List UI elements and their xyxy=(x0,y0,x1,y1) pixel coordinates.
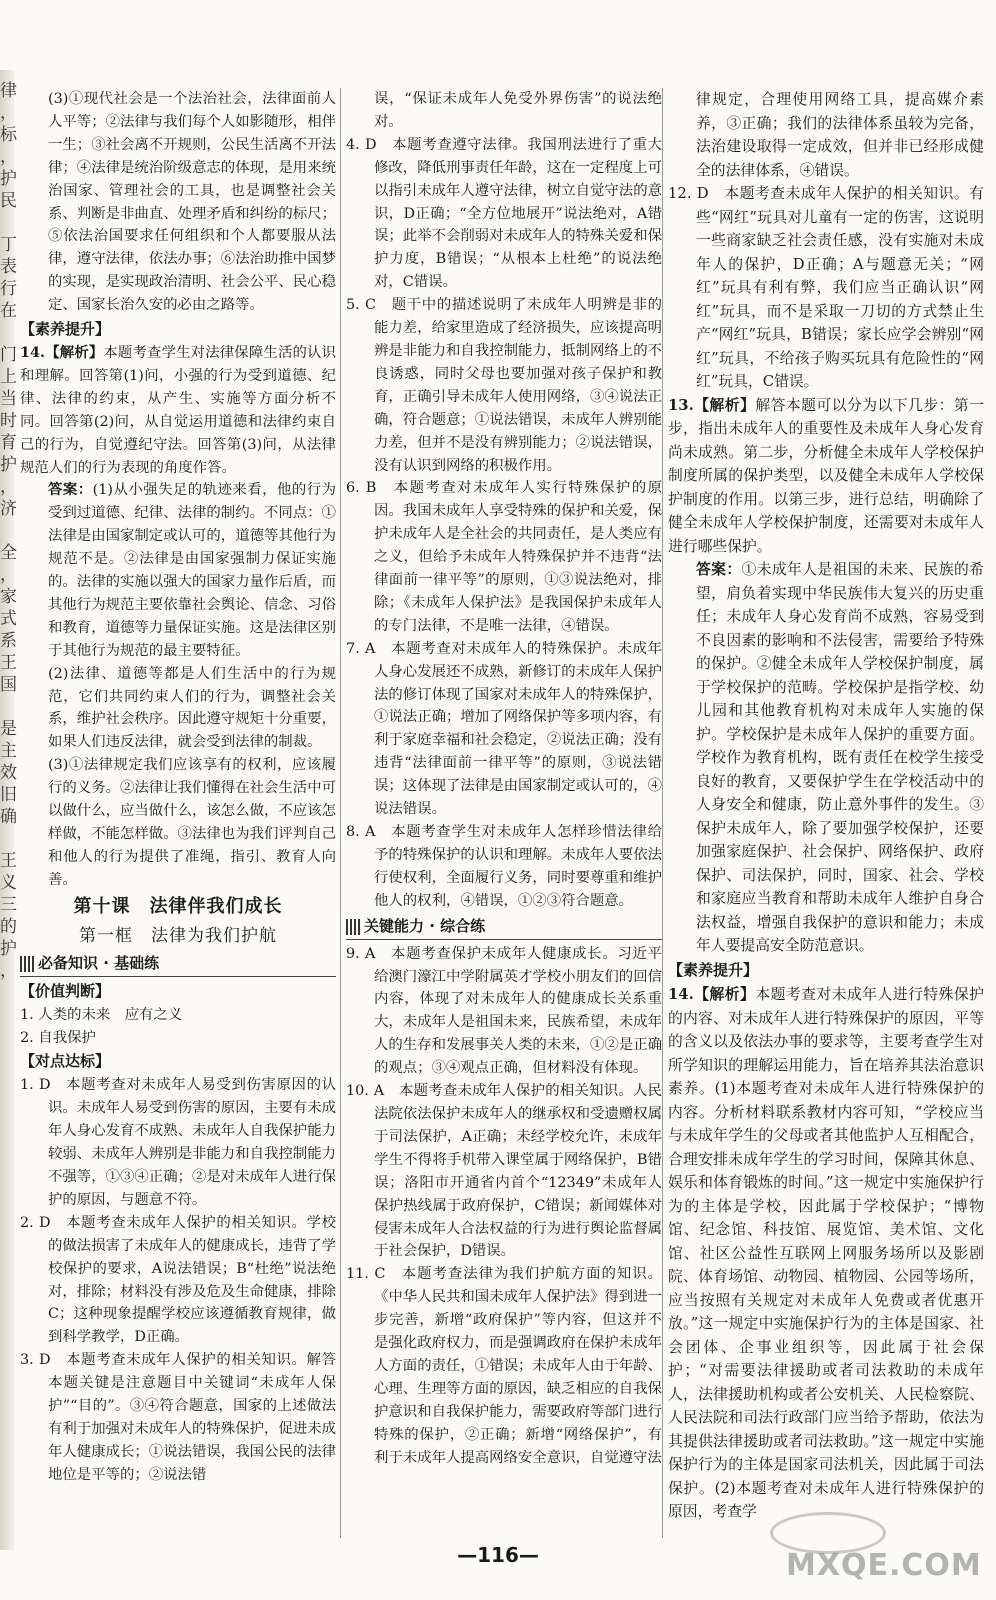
analysis-tag: 【解析】 xyxy=(693,986,756,1003)
answer xyxy=(20,479,336,662)
stripes-icon xyxy=(20,956,34,972)
column-left xyxy=(20,88,336,1487)
answer-item: 4. D 本题考查遵守法律。我国刑法进行了重大修改，降低刑事责任年龄，这在一定程度上可以指引未成年人遵守法律，树立自觉守法的意识，D正确；“全方位地展开”说法绝对，A错误；此举不会削弱对未成年人的特殊关爱和保护力度，B错误；“从根本上杜绝”的说法绝对，C错误。 xyxy=(346,136,662,291)
continued-text: 律规定，合理使用网络工具，提高媒介素养，③正确；我们的法律体系虽较为完备，法治建设取得一定成效，但并非已经形成健全的法律体系，④错误。 xyxy=(696,91,984,179)
edge-char: 丁 xyxy=(0,235,17,255)
edge-char: 旧 xyxy=(0,785,17,805)
edge-char: 是 xyxy=(0,719,17,739)
section-bar-label: 关键能力 · 综合练 xyxy=(364,917,486,936)
edge-char: ， xyxy=(0,565,17,585)
answer-item: 12. D 本题考查未成年人保护的相关知识。有些“网红”玩具对儿童有一定的伤害，这说明一些商家缺乏社会责任感，没有实施对未成年人的保护，D正确；A与题意无关；“网红”玩具有利有弊，我们应当正确认识“网红”玩具，而不是采取一刀切的方式禁止生产“网红”玩具，B错误；家长应学会辨别“网红”玩具，不给孩子购买玩具有危险性的“网红”玩具，C错误。 xyxy=(668,185,984,390)
edge-char: 国 xyxy=(0,675,17,695)
edge-char: 上 xyxy=(0,367,17,387)
edge-char xyxy=(0,696,12,718)
edge-text-strip xyxy=(0,80,17,1180)
watermark-text: MXQE.COM xyxy=(786,1548,982,1583)
analysis-tag: 【解析】 xyxy=(693,396,756,414)
answer-item: 1. D 本题考查对未成年人易受到伤害原因的认识。未成年人易受到伤害的原因，主要有未成年人身心发育不成熟、未成年人自我保护能力较弱、未成年人辨别是非能力和自我控制能力不强等，①③④正确；②是对未成年人进行保护的原因，与题意不符。 xyxy=(20,1077,336,1208)
column-middle xyxy=(346,88,662,1469)
question-number: 14. xyxy=(20,343,46,361)
edge-char xyxy=(0,828,12,850)
question-13-analysis xyxy=(668,394,984,559)
section-heading: 【素养提升】 xyxy=(20,320,111,339)
analysis-text: 本题考查学生对法律保障生活的认识和理解。回答第(1)问，小强的行为受到道德、纪律、法律的约束，从产生、实施等方面分析不同。回答第(2)问，从自觉运用道德和法律约束自己的行为，自觉遵纪守法。回答第(3)问，从法律规范人们的行为表现的角度作答。 xyxy=(20,344,336,476)
edge-char: 义 xyxy=(0,873,17,893)
edge-char: 济 xyxy=(0,499,17,519)
edge-char: 确 xyxy=(0,807,17,827)
watermark-logo xyxy=(766,1534,986,1588)
edge-char: 育 xyxy=(0,433,17,453)
question-14-analysis xyxy=(20,342,336,479)
question-number: 13. xyxy=(668,396,694,414)
edge-char: 三 xyxy=(0,895,17,915)
answer-item: 2. D 本题考查未成年人保护的相关知识。学校的做法损害了未成年人的健康成长，违背了学校保护的要求，A说法错误；B“杜绝”说法绝对，排除；材料没有涉及危及生命健康，排除C；这种现象提醒学校应该遵循教育规律，做到科学教学，D正确。 xyxy=(20,1214,336,1346)
edge-char: 效 xyxy=(0,763,17,783)
edge-char: 全 xyxy=(0,543,17,563)
edge-char: 王 xyxy=(0,851,17,871)
question-number: 14. xyxy=(668,986,694,1003)
section-bar-label: 必备知识 · 基础练 xyxy=(38,954,160,973)
value-answer: 1. 人类的未来 应有之义 xyxy=(20,1006,183,1023)
edge-char: 王 xyxy=(0,653,17,673)
section-bar xyxy=(20,952,336,977)
column-right xyxy=(668,88,984,1524)
lesson-title: 第十课 法律伴我们成长 xyxy=(73,895,283,917)
edge-char: 门 xyxy=(0,345,17,365)
answer xyxy=(668,558,984,958)
answer-item: 6. B 本题考查对未成年人实行特殊保护的原因。我国未成年人享受特殊的保护和关爱，保护未成年人是全社会的共同责任，是人类应有之义，但给予未成年人特殊保护并不违背“法律面前一律平等”的原则，①③说法绝对，排除；《未成年人保护法》是我国保护未成年人的专门法律，不是唯一法律，④错误。 xyxy=(346,480,662,634)
edge-char: 民 xyxy=(0,191,17,211)
edge-char: ， xyxy=(0,103,17,123)
answer-item: 11. C 本题考查法律为我们护航方面的知识。《中华人民共和国未成年人保护法》得到进一步完善，新增“政府保护”等内容，但这并不是强化政府权力，而是强调政府在保护未成年人方面的责任，①错误；未成年人由于年龄、心理、生理等方面的原因，缺乏相应的自我保护意识和自我保护能力，需要政府等部门进行特殊的保护，②正确；新增“网络保护”，有利于未成年人提高网络安全意识，自觉遵守法 xyxy=(346,1266,662,1466)
edge-char: 时 xyxy=(0,411,17,431)
answer-part: (3)①法律规定我们应该享有的权利，应该履行的义务。②法律让我们懂得在社会生活中可以做什么，应当做什么，该怎么做，不应该怎样做，不能怎样做。③法律也为我们评判自己和他人的行为提供了准绳，指引、教育人向善。 xyxy=(48,757,336,888)
edge-char: 标 xyxy=(0,125,17,145)
edge-char: 护 xyxy=(0,939,17,959)
answer-text: ①未成年人是祖国的未来、民族的希望，肩负着实现中华民族伟大复兴的历史重任；未成年人身心发育尚不成熟，容易受到不良因素的影响和不法侵害，需要给予特殊的保护。②健全未成年人学校保护制度，属于学校保护的范畴。学校保护是指学校、幼儿园和其他教育机构对未成年人实施的保护。学校保护是未成年人保护的重要方面。学校作为教育机构，既有责任在校学生接受良好的教育，又要保护学生在学校活动中的人身安全和健康，防止意外事件的发生。③保护未成年人，除了要加强学校保护，还要加强家庭保护、社会保护、网络保护、政府保护、司法保护，同时，国家、社会、学校和家庭应当教育和帮助未成年人维护自身合法权益，增强自我保护的意识和能力；未成年人要提高安全防范意识。 xyxy=(696,561,984,954)
answer-tag: 答案： xyxy=(696,561,742,578)
answer-part: (2)法律、道德等都是人们生活中的行为规范，它们共同约束人们的行为，调整社会关系，维护社会秩序。因此遵守规矩十分重要，如果人们违反法律，就会受到法律的制裁。 xyxy=(48,665,336,751)
edge-char xyxy=(0,520,12,542)
answer-item: 10. A 本题考查未成年人保护的相关知识。人民法院依法保护未成年人的继承权和受遗赠权属于司法保护，A正确；未经学校允许，未成年学生不得将手机带入课堂属于网络保护，B错误；洛阳市开通省内首个“12349”未成年人保护热线属于政府保护，C错误；新闻媒体对侵害未成年人合法权益的行为进行舆论监督属于社会保护，D错误。 xyxy=(346,1083,662,1260)
edge-char: 主 xyxy=(0,741,17,761)
section-bar xyxy=(346,915,662,940)
analysis-text: 解答本题可以分为以下几步：第一步，指出未成年人的重要性及未成年人身心发育尚未成熟。第二步，分析健全未成年人学校保护制度所属的保护类型，以及健全未成年人学校保护制度的作用。以第三步，进行总结，明确除了健全未成年人学校保护制度，还需要对未成年人进行哪些保护。 xyxy=(668,396,984,555)
column-divider xyxy=(340,88,341,1538)
edge-char: ， xyxy=(0,961,17,981)
answer-item: 5. C 题干中的描述说明了未成年人明辨是非的能力差，给家里造成了经济损失，应该提高明辨是非能力和自我控制能力，抵制网络上的不良诱惑，同时父母也要加强对孩子保护和教育，正确引导未成年人使用网络，③④说法正确，符合题意；①说法错误，未成年人辨别能力差，但并不是没有辨别能力；②说法错误，没有认识到网络的积极作用。 xyxy=(346,297,662,474)
section-heading: 【价值判断】 xyxy=(20,981,111,1000)
edge-char xyxy=(0,322,12,344)
edge-char: 行 xyxy=(0,279,17,299)
answer-tag: 答案： xyxy=(48,481,93,499)
question-14-analysis xyxy=(668,983,984,1524)
answer-item: 3. D 本题考查未成年人保护的相关知识。解答本题关键是注意题目中关键词“未成年人保护”“目的”。③④符合题意，国家的上述做法有利于加强对未成年人的特殊保护，促进未成年人健康成长；①说法错误，我国公民的法律地位是平等的；②说法错 xyxy=(20,1352,336,1483)
paragraph: (3)①现代社会是一个法治社会，法律面前人人平等；②法律与我们每个人如影随形，相伴一生；③社会离不开规则，公民生活离不开法律；④法律是统治阶级意志的体现，是用来统治国家、管理社会的工具，也是调整社会关系、判断是非曲直、处理矛盾和纠纷的标尺；⑤依法治国要求任何组织和个人都要服从法律，遵守法律，依法办事；⑥法治助推中国梦的实现，是实现政治清明、社会公平、民心稳定、国家长治久安的必由之路等。 xyxy=(48,91,336,314)
edge-char: 在 xyxy=(0,301,17,321)
answer-text: (1)从小强失足的轨迹来看，他的行为受到过道德、纪律、法律的制约。不同点：①法律是由国家制定或认可的，道德等其他行为规范不是。②法律是由国家强制力保证实施的。法律的实施以强大的国家力量作后盾，而其他行为规范主要依靠社会舆论、信念、习俗和教育，道德等力量保证实施。这是法律区别于其他行为规范的最主要特征。 xyxy=(48,482,336,659)
edge-char: 表 xyxy=(0,257,17,277)
continued-text: 误，“保证未成年人免受外界伤害”的说法绝对。 xyxy=(374,91,662,130)
analysis-text: 本题考查对未成年人进行特殊保护的内容、对未成年人进行特殊保护的原因，平等的含义以及依法办事的要求等，主要考查学生对所学知识的理解运用能力，旨在培养其法治意识素养。(1)本题考查对未成年人进行特殊保护的内容。分析材料联系教材内容可知，“学校应当与未成年学生的父母或者其他监护人互相配合，合理安排未成年学生的学习时间，保障其休息、娱乐和体育锻炼的时间。”这一规定中实施保护行为的主体是学校，因此属于学校保护；“博物馆、纪念馆、科技馆、展览馆、美术馆、文化馆、社区公益性互联网上网服务场所以及影剧院、体育场馆、动物园、植物园、公园等场所，应当按照有关规定对未成年人免费或者优惠开放。”这一规定中实施保护行为的主体是国家、社会团体、企事业组织等，因此属于社会保护；“对需要法律援助或者司法救助的未成年人，法律援助机构或者公安机关、人民检察院、人民法院和司法行政部门应当给予帮助，依法为其提供法律援助或者司法救助。”这一规定中实施保护行为的主体是国家司法机关，因此属于司法保护。(2)本题考查对未成年人进行特殊保护的原因，考查学 xyxy=(668,986,984,1520)
edge-char: 的 xyxy=(0,917,17,937)
value-answer: 2. 自我保护 xyxy=(20,1029,96,1046)
lesson-subtitle: 第一框 法律为我们护航 xyxy=(79,925,277,946)
column-divider xyxy=(662,88,663,1538)
answer-item: 9. A 本题考查保护未成年人健康成长。习近平给澳门濠江中学附属英才学校小朋友们的回信内容，体现了对未成年人的健康成长关系重大，未成年人是祖国未来，民族希望，未成年人的生存和发展事关人类的未来，①②是正确的观点；③④观点正确，但材料没有体现。 xyxy=(346,945,662,1077)
edge-char: 护 xyxy=(0,455,17,475)
edge-char: ， xyxy=(0,477,17,497)
answer-item: 8. A 本题考查学生对未成年人怎样珍惜法律给予的特殊保护的认识和理解。未成年人要依法行使权利，全面履行义务，同时要尊重和维护他人的权利，④错误，①②③符合题意。 xyxy=(346,824,662,909)
edge-char: 家 xyxy=(0,587,17,607)
analysis-tag: 【解析】 xyxy=(45,343,104,361)
section-heading: 【素养提升】 xyxy=(668,960,759,979)
edge-char: 护 xyxy=(0,169,17,189)
edge-char: 律 xyxy=(0,81,17,101)
edge-char xyxy=(0,212,12,234)
answer-item: 7. A 本题考查对未成年人的特殊保护。未成年人身心发展还不成熟，新修订的未成年人保护法的修订体现了国家对未成年人的特殊保护，①说法正确；增加了网络保护等多项内容，有利于家庭幸福和社会稳定，②说法正确；没有违背“法律面前一律平等”的原则，③说法错误；这体现了法律是由国家制定或认可的，④说法错误。 xyxy=(346,640,662,818)
stripes-icon xyxy=(346,919,360,935)
section-heading: 【对点达标】 xyxy=(20,1052,111,1071)
edge-char: 系 xyxy=(0,631,17,651)
page-number: —116— xyxy=(457,1543,539,1567)
edge-char: ， xyxy=(0,147,17,167)
edge-char: 当 xyxy=(0,389,17,409)
edge-char: 式 xyxy=(0,609,17,629)
